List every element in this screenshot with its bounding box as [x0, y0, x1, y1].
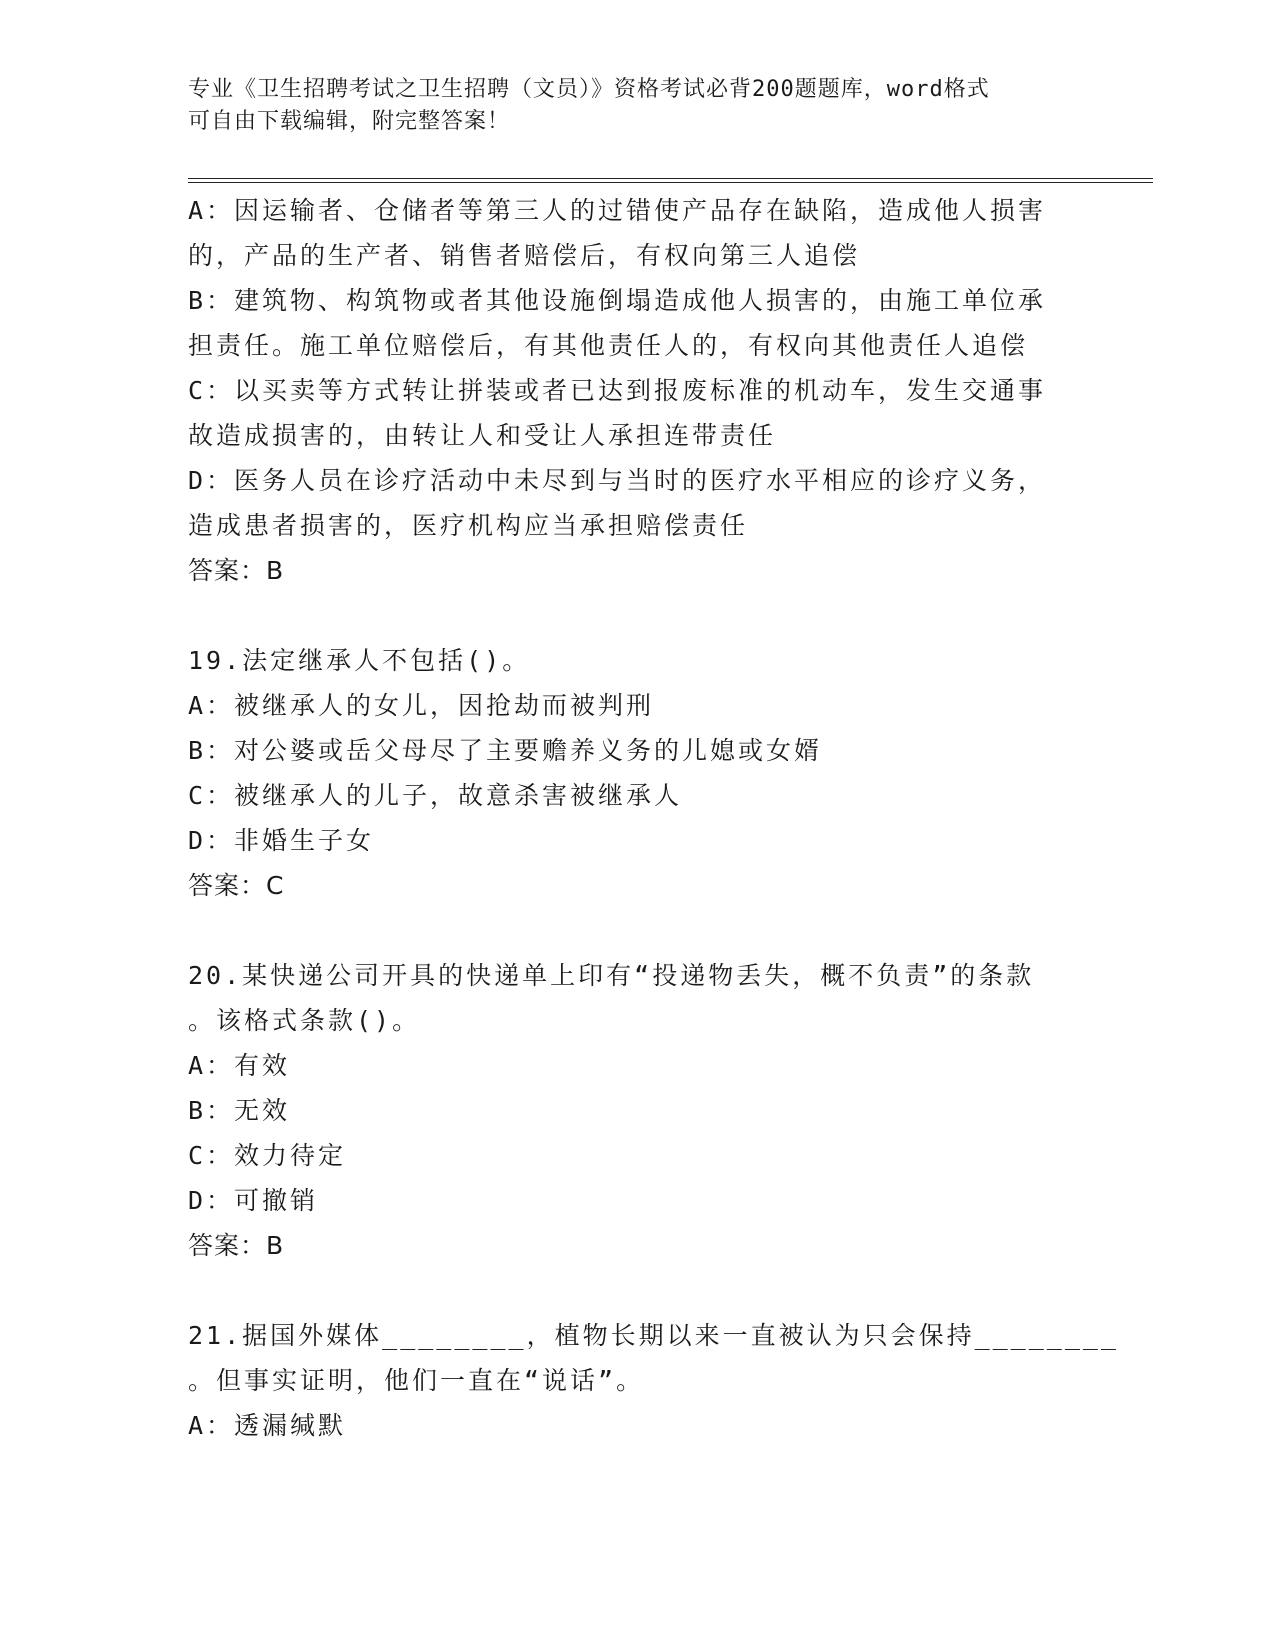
question-stem-line-1: 20.某快递公司开具的快递单上印有“投递物丢失，概不负责”的条款 — [188, 961, 1035, 990]
answer-label: 答案：B — [188, 556, 285, 585]
option-b: B：无效 — [188, 1096, 291, 1125]
answer-label: 答案：C — [188, 871, 285, 900]
question-stem-line-1: 21.据国外媒体________，植物长期以来一直被认为只会保持________ — [188, 1321, 1119, 1350]
question-18 — [188, 188, 1088, 593]
question-21 — [188, 1313, 1119, 1448]
question-stem: 19.法定继承人不包括()。 — [188, 646, 531, 675]
option-c-line-1: C：以买卖等方式转让拼装或者已达到报废标准的机动车，发生交通事 — [188, 376, 1047, 405]
option-b-line-1: B：建筑物、构筑物或者其他设施倒塌造成他人损害的，由施工单位承 — [188, 286, 1047, 315]
option-b: B：对公婆或岳父母尽了主要赡养义务的儿媳或女婿 — [188, 736, 823, 765]
question-stem-line-2: 。但事实证明，他们一直在“说话”。 — [188, 1366, 645, 1395]
option-d: D：可撤销 — [188, 1186, 319, 1215]
option-b-line-2: 担责任。施工单位赔偿后，有其他责任人的，有权向其他责任人追偿 — [188, 331, 1029, 360]
document-header — [188, 74, 1068, 138]
spacer — [188, 593, 1088, 638]
option-c: C：效力待定 — [188, 1141, 347, 1170]
option-c: C：被继承人的儿子，故意杀害被继承人 — [188, 781, 683, 810]
option-d-line-1: D：医务人员在诊疗活动中未尽到与当时的医疗水平相应的诊疗义务， — [188, 466, 1047, 495]
spacer — [188, 1268, 1088, 1313]
header-divider-top — [188, 178, 1153, 179]
question-list — [188, 188, 1119, 1448]
option-a-line-1: A：因运输者、仓储者等第三人的过错使产品存在缺陷，造成他人损害 — [188, 196, 1047, 225]
option-d: D：非婚生子女 — [188, 826, 375, 855]
option-a: A：透漏缄默 — [188, 1411, 347, 1440]
header-divider-bottom — [188, 182, 1153, 183]
spacer — [188, 908, 1088, 953]
answer-label: 答案：B — [188, 1231, 285, 1260]
question-19 — [188, 638, 1088, 908]
question-stem-line-2: 。该格式条款()。 — [188, 1006, 421, 1035]
header-line-2: 可自由下载编辑，附完整答案！ — [188, 109, 511, 134]
option-a-line-2: 的，产品的生产者、销售者赔偿后，有权向第三人追偿 — [188, 241, 861, 270]
option-a: A：被继承人的女儿，因抢劫而被判刑 — [188, 691, 655, 720]
question-20 — [188, 953, 1088, 1268]
option-c-line-2: 故造成损害的，由转让人和受让人承担连带责任 — [188, 421, 777, 450]
header-line-1: 专业《卫生招聘考试之卫生招聘（文员）》资格考试必背200题题库，word格式 — [188, 77, 990, 102]
option-a: A：有效 — [188, 1051, 291, 1080]
option-d-line-2: 造成患者损害的，医疗机构应当承担赔偿责任 — [188, 511, 749, 540]
